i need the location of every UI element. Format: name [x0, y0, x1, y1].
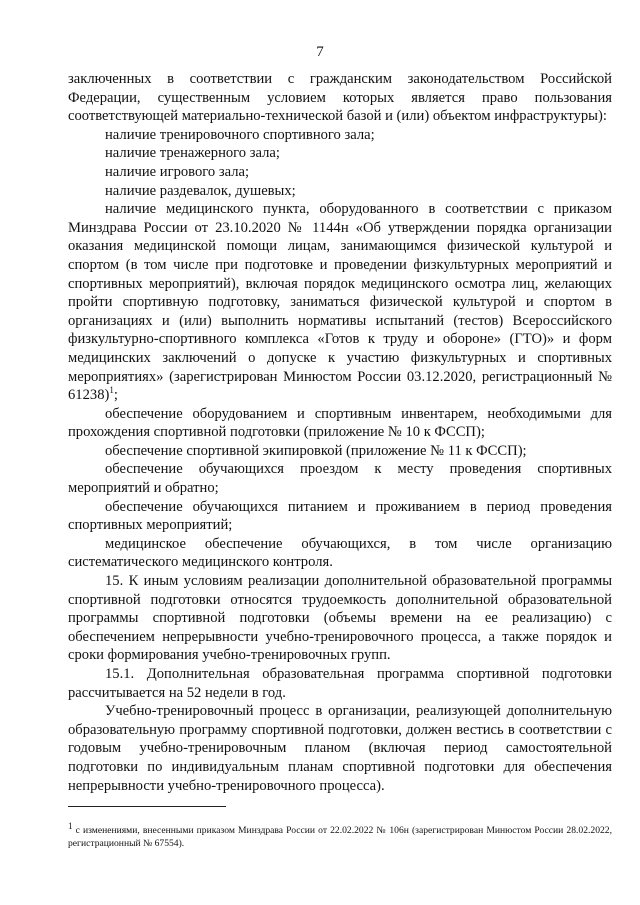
paragraph-8: обеспечение спортивной экипировкой (приложение № 11 к ФССП); [105, 442, 527, 459]
footnote-marker: 1 [68, 820, 73, 831]
footnote-reference: 1 [109, 385, 114, 396]
paragraph-2: наличие тренировочного спортивного зала; [105, 126, 375, 143]
footnote [68, 820, 612, 850]
paragraph-7: обеспечение оборудованием и спортивным инвентарем, необходимыми для прохождения спортивной подготовки (приложение № 10 к ФССП); [68, 405, 612, 441]
paragraph-10: обеспечение обучающихся питанием и проживанием в период проведения спортивных мероприятий; [68, 498, 612, 534]
paragraph-3: наличие тренажерного зала; [105, 145, 280, 162]
paragraph-4: наличие игрового зала; [105, 163, 250, 180]
paragraph-13: 15.1. Дополнительная образовательная программа спортивной подготовки рассчитывается на 52 недели в год. [68, 666, 612, 701]
paragraph-9: обеспечение обучающихся проездом к месту проведения спортивных мероприятий и обратно; [68, 461, 612, 497]
paragraph-12: 15. К иным условиям реализации дополнительной образовательной программы спортивной подготовки относятся трудоемкость дополнительной образовательной программы спортивной подготовки (объемы времени на ее реализацию) с обеспечением непрерывности учебно-тренировочного процесса, а также порядок и сроки формирования учебно-тренировочных групп. [68, 573, 612, 664]
page-number: 7 [316, 44, 324, 60]
paragraph-6-tail: ; [113, 387, 118, 404]
footnote-text: с изменениями, внесенными приказом Минздрава России от 22.02.2022 № 106н (зарегистрирован Минюстом России 28.02.2022, регистрационный № 67554). [68, 825, 612, 849]
document-body [68, 70, 612, 795]
paragraph-1: заключенных в соответствии с гражданским законодательством Российской Федерации, существенным условием которых является право пользования соответствующей материально-технической базой и (или) объектом инфраструктуры): [68, 71, 612, 125]
paragraph-5: наличие раздевалок, душевых; [105, 182, 296, 199]
paragraph-6-text: наличие медицинского пункта, оборудованного в соответствии с приказом Минздрава России от 23.10.2020 № 1144н «Об утверждении порядка организации оказания медицинской помощи лицам, занимающимся физической культурой и спортом (в том числе при подготовке и проведении физкультурных мероприятий и спортивных мероприятий), включая порядок медицинского осмотра лиц, желающих пройти спортивную подготовку, заниматься физической культурой и спортом в организациях и (или) выполнить нормативы испытаний (тестов) Всероссийского физкультурно-спортивного комплекса «Готов к труду и обороне» (ГТО)» и форм медицинских заключений о допуске к участию физкультурных и спортивных мероприятиях» (зарегистрирован Минюстом России 03.12.2020, регистрационный № 61238) [68, 201, 612, 404]
footnote-divider [68, 806, 226, 807]
paragraph-6 [68, 200, 612, 405]
paragraph-11: медицинское обеспечение обучающихся, в том числе организацию систематического медицинского контроля. [68, 535, 612, 571]
paragraph-14: Учебно-тренировочный процесс в организации, реализующей дополнительную образовательную программу спортивной подготовки, должен вестись в соответствии с годовым учебно-тренировочным планом (включая период самостоятельной подготовки по индивидуальным планам спортивной подготовки для обеспечения непрерывности учебно-тренировочного процесса). [68, 703, 612, 794]
